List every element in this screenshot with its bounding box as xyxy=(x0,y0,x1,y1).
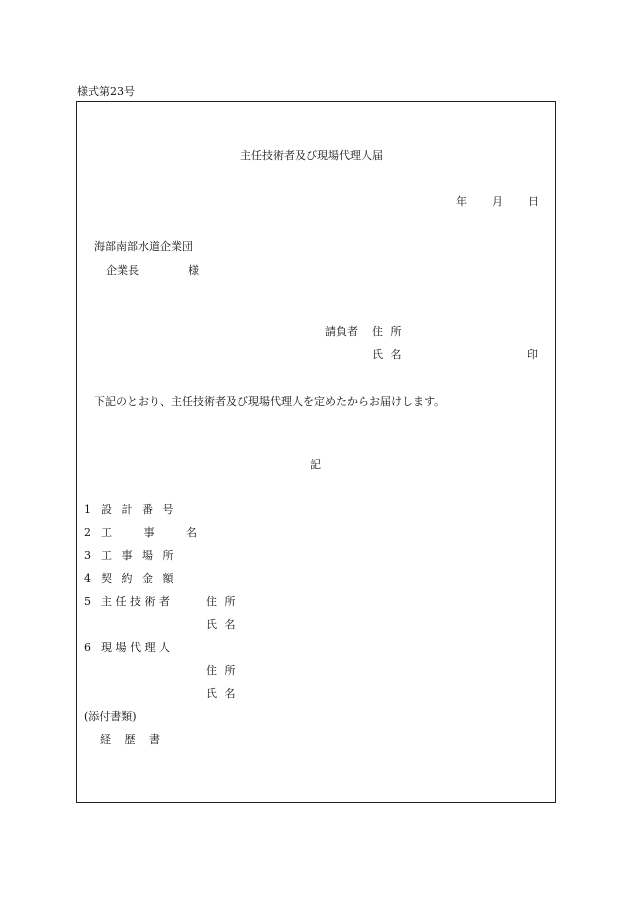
item-label: 現 場 代 理 人 xyxy=(101,641,170,654)
addressee-honorific: 様 xyxy=(188,264,199,277)
item-contract-amount xyxy=(84,573,284,585)
item-number: 3 xyxy=(84,549,91,562)
chief-engineer-name-label: 氏 名 xyxy=(206,618,238,631)
item-design-number xyxy=(84,504,284,516)
addressee-organization: 海部南部水道企業団 xyxy=(94,240,193,253)
statement-text: 下記のとおり、主任技術者及び現場代理人を定めたからお届けします。 xyxy=(94,395,446,408)
date-year: 年 xyxy=(456,195,467,208)
addressee-position: 企業長 xyxy=(106,264,139,277)
site-agent-name-label: 氏 名 xyxy=(206,687,238,700)
attachments-heading: (添付書類) xyxy=(84,710,137,723)
chief-engineer-address-label: 住 所 xyxy=(206,595,238,608)
item-number: 1 xyxy=(84,503,91,516)
item-number: 4 xyxy=(84,572,91,585)
form-frame xyxy=(76,101,556,803)
ki-heading: 記 xyxy=(310,458,321,471)
date-day: 日 xyxy=(528,195,539,208)
contractor-name-label: 氏 名 xyxy=(372,348,404,361)
item-number: 5 xyxy=(84,595,91,608)
site-agent-address-label: 住 所 xyxy=(206,664,238,677)
attachment-resume: 経 歴 書 xyxy=(100,733,165,746)
item-label: 契 約 金 額 xyxy=(101,572,177,585)
item-number: 6 xyxy=(84,641,91,654)
item-label: 工 事 名 xyxy=(101,526,211,539)
document-title: 主任技術者及び現場代理人届 xyxy=(240,149,383,162)
item-construction-site xyxy=(84,550,284,562)
date-month: 月 xyxy=(492,195,503,208)
item-site-agent xyxy=(84,642,284,654)
item-number: 2 xyxy=(84,526,91,539)
form-number: 様式第23号 xyxy=(77,85,135,98)
item-chief-engineer xyxy=(84,596,284,608)
contractor-role: 請負者 xyxy=(325,325,358,338)
item-label: 主 任 技 術 者 xyxy=(101,595,170,608)
item-label: 設 計 番 号 xyxy=(101,503,177,516)
contractor-address-label: 住 所 xyxy=(372,325,404,338)
seal-mark: 印 xyxy=(527,348,538,361)
item-construction-name xyxy=(84,527,284,539)
item-label: 工 事 場 所 xyxy=(101,549,177,562)
